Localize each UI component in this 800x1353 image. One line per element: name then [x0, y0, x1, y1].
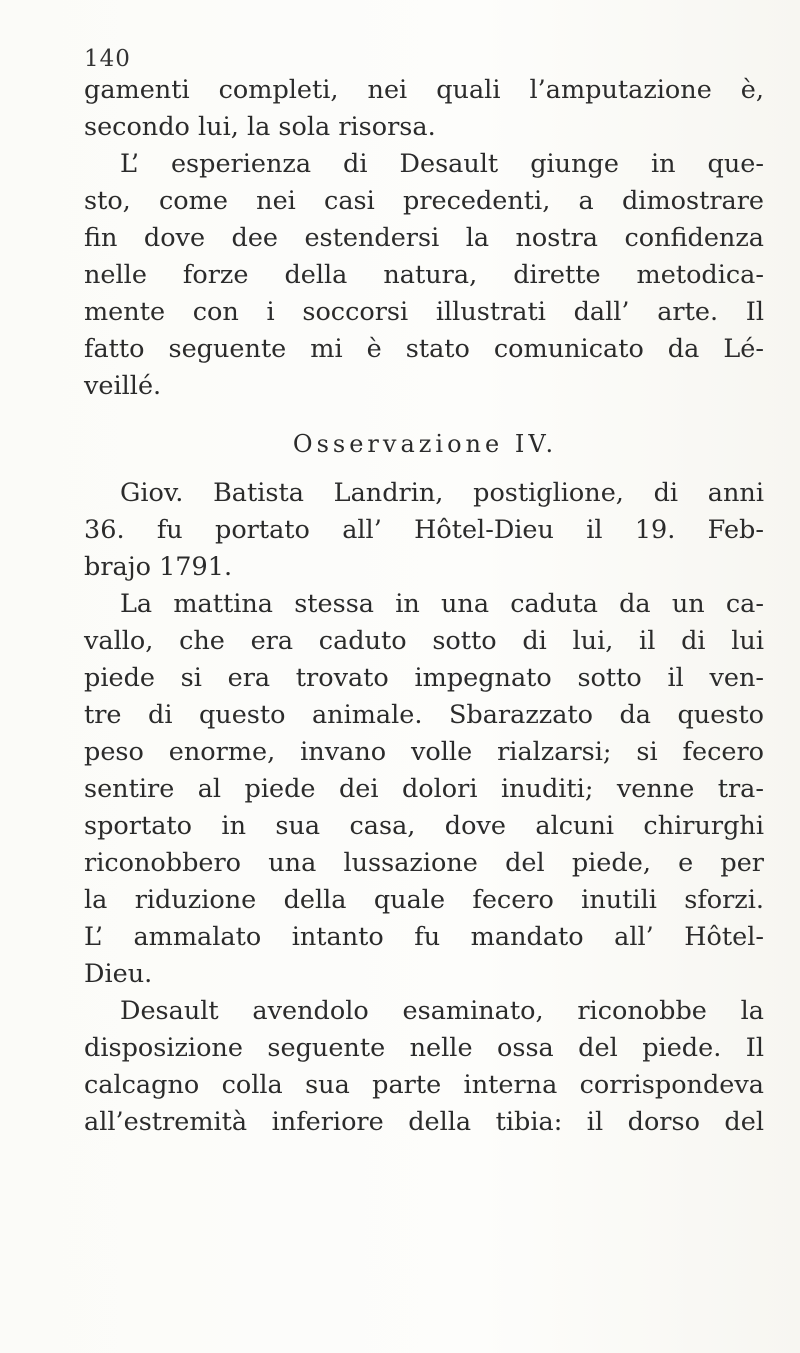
section-heading: Osservazione IV.	[292, 430, 558, 458]
page-number: 140	[84, 46, 131, 72]
text-line: mente con i soccorsi illustrati dall’ arte. Il	[84, 297, 764, 327]
text-line: secondo lui, la sola risorsa.	[84, 112, 436, 142]
text-line: all’estremità inferiore della tibia: il dorso del	[84, 1107, 764, 1137]
text-line: nelle forze della natura, dirette metodica-	[84, 260, 764, 290]
text-line: vallo, che era caduto sotto di lui, il di lui	[84, 626, 764, 656]
text-line: L’ esperienza di Desault giunge in que-	[120, 149, 764, 179]
text-line: la riduzione della quale fecero inutili sforzi.	[84, 885, 764, 915]
text-line: veillé.	[84, 371, 162, 401]
text-line: disposizione seguente nelle ossa del piede. Il	[84, 1033, 764, 1063]
text-line: La mattina stessa in una caduta da un ca-	[120, 589, 764, 619]
text-line: sportato in sua casa, dove alcuni chirurghi	[84, 811, 764, 841]
spacer	[84, 405, 764, 426]
text-line: riconobbero una lussazione del piede, e per	[84, 848, 764, 878]
text-line: Dieu.	[84, 959, 153, 989]
text-line: fatto seguente mi è stato comunicato da Lé-	[84, 334, 764, 364]
text-line: gamenti completi, nei quali l’amputazione è,	[84, 75, 764, 105]
text-line: piede si era trovato impegnato sotto il ven-	[84, 663, 764, 693]
text-line: peso enorme, invano volle rialzarsi; si fecero	[84, 737, 764, 767]
spacer	[84, 463, 764, 475]
text-line: Giov. Batista Landrin, postiglione, di anni	[120, 478, 764, 508]
text-line: sentire al piede dei dolori inuditi; venne tra-	[84, 774, 764, 804]
text-line: calcagno colla sua parte interna corrispondeva	[84, 1070, 764, 1100]
text-line: Desault avendolo esaminato, riconobbe la	[120, 996, 764, 1026]
text-line: tre di questo animale. Sbarazzato da questo	[84, 700, 764, 730]
text-line: brajo 1791.	[84, 552, 233, 582]
text-line: L’ ammalato intanto fu mandato all’ Hôtel-	[84, 922, 764, 952]
text-line: fin dove dee estendersi la nostra confidenza	[84, 223, 764, 253]
page-body	[84, 72, 764, 1141]
text-line: sto, come nei casi precedenti, a dimostrare	[84, 186, 764, 216]
text-line: 36. fu portato all’ Hôtel-Dieu il 19. Feb-	[84, 515, 764, 545]
